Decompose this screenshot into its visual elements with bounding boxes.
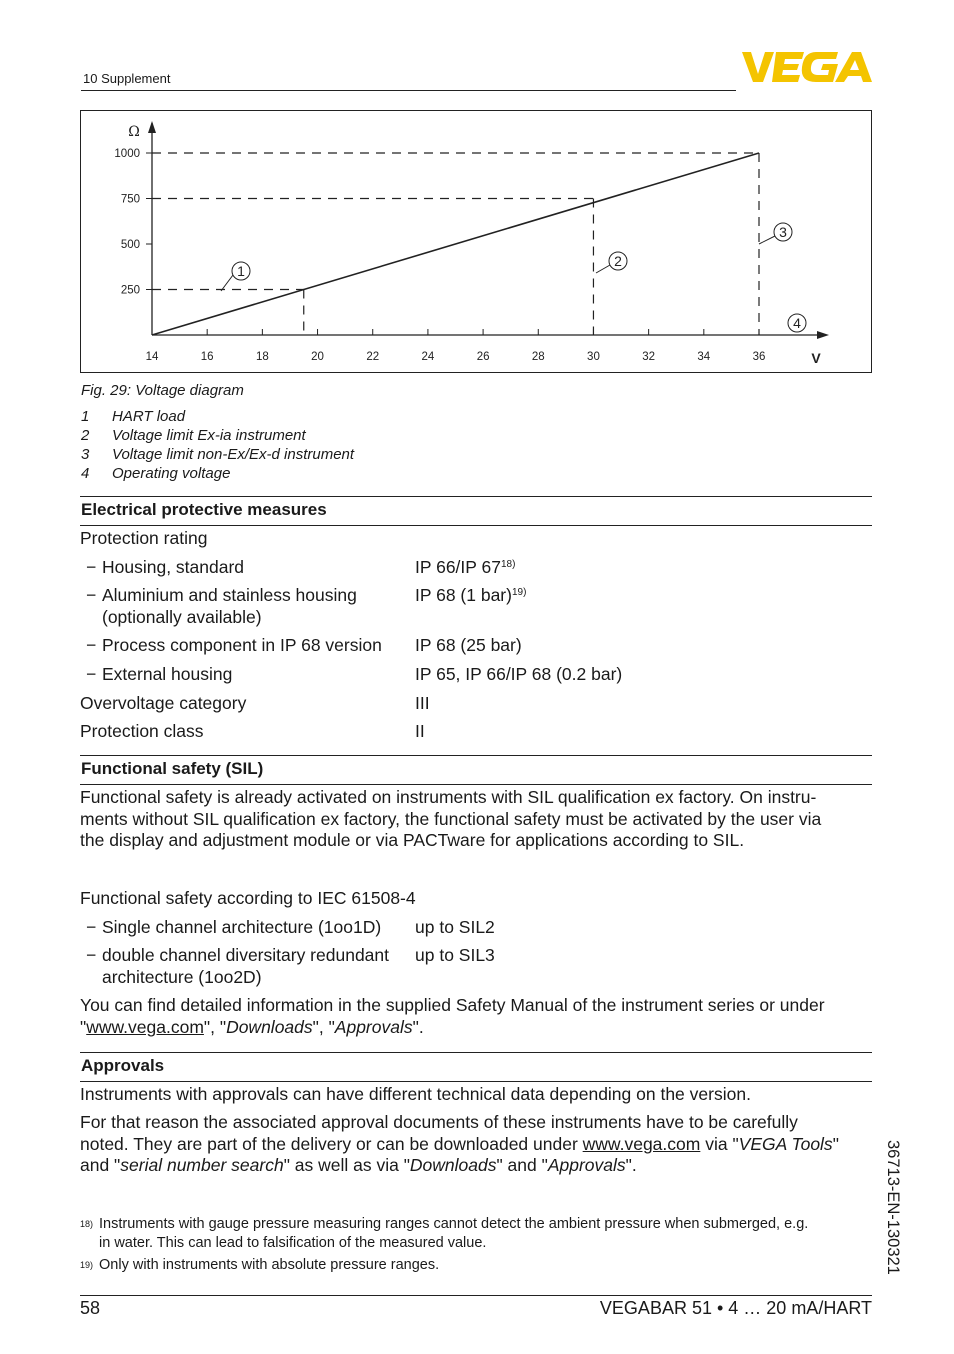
dash: − — [86, 945, 97, 965]
callout-number: 2 — [614, 253, 622, 269]
callout-leader — [221, 275, 233, 291]
figure-caption: Fig. 29: Voltage diagram — [81, 382, 244, 399]
product-name: VEGABAR 51 • 4 … 20 mA/HART — [599, 1298, 872, 1318]
dash: − — [86, 917, 97, 937]
x-tick-label: 32 — [642, 351, 656, 363]
y-tick-label: 1000 — [114, 148, 140, 160]
x-tick-label: 22 — [366, 351, 380, 363]
document-number: 36713-EN-130321 — [884, 1140, 902, 1275]
footnote: 19) Only with instruments with absolute pressure ranges. — [80, 1257, 440, 1273]
double-channel-value: up to SIL3 — [415, 945, 495, 965]
housing-standard-value: IP 66/IP 67$^{18)}$ — [415, 557, 516, 577]
x-tick-label: 14 — [145, 351, 159, 363]
y-axis-arrow — [148, 121, 156, 133]
single-channel-label: Single channel architecture (1oo1D) — [102, 917, 382, 937]
legend-item: 4 Operating voltage — [81, 465, 231, 482]
legend-item: 2 Voltage limit Ex-ia instrument — [81, 427, 306, 444]
callout-number: 3 — [779, 224, 787, 240]
double-channel-label: double channel diversitary redundant architecture (1oo2D) — [102, 945, 389, 987]
callout-leader — [759, 236, 775, 244]
load-line — [152, 153, 759, 335]
alu-housing-label: Aluminium and stainless housing (optionally available) — [102, 585, 357, 627]
process-component-value: IP 68 (25 bar) — [415, 635, 522, 655]
figure-legend — [81, 408, 354, 484]
protection-rating-label: Protection rating — [80, 528, 208, 548]
y-tick-label: 250 — [120, 284, 140, 297]
alu-housing-value: IP 68 (1 bar)$^{19)}$ — [415, 585, 527, 605]
vega-logo — [742, 50, 872, 84]
footer-divider — [80, 1295, 872, 1296]
x-tick-label: 28 — [531, 351, 545, 363]
x-tick-label: 24 — [421, 351, 435, 363]
approvals-paragraph-2: For that reason the associated approval documents of these instruments have to be carefully noted. They are part of the delivery or can be downloaded under www.vega.com via "VEGA Tools" and "serial number search" as well as via "Downloads" and "Approvals". — [80, 1112, 839, 1175]
y-tick-label: 500 — [120, 239, 140, 251]
x-tick-label: 20 — [311, 351, 324, 363]
approvals-heading: Approvals — [80, 1052, 872, 1082]
x-tick-label: 26 — [476, 351, 490, 363]
footnote: 18) Instruments with gauge pressure measuring ranges cannot detect the ambient pressure when submerged, e.g. in water. This can lead to falsification of the measured value. — [80, 1216, 809, 1251]
approvals-paragraph-1: Instruments with approvals can have different technical data depending on the version. — [80, 1084, 751, 1104]
header-divider — [81, 90, 736, 91]
dash: − — [86, 557, 97, 577]
x-tick-label: 18 — [255, 351, 269, 363]
process-component-label: Process component in IP 68 version — [102, 635, 382, 655]
callout-number: 4 — [793, 315, 801, 331]
housing-standard-label: Housing, standard — [102, 557, 245, 577]
x-tick-label: 34 — [697, 351, 711, 363]
x-tick-label: 16 — [200, 351, 214, 363]
dash: − — [86, 635, 97, 655]
sil-paragraph: Functional safety is already activated on instruments with SIL qualification ex factory. On instru- ments without SIL qualification ex factory, the functional safety must be activated by the user via the display and adjustment module or via PACTware for applications according to SIL. — [80, 787, 822, 850]
x-axis-arrow — [817, 331, 829, 339]
page-number: 58 — [80, 1298, 101, 1318]
overvoltage-label: Overvoltage category — [80, 693, 247, 713]
overvoltage-value: III — [415, 693, 430, 713]
x-tick-label: 36 — [752, 351, 766, 363]
y-tick-label: 750 — [120, 193, 140, 206]
external-housing-label: External housing — [102, 664, 233, 684]
x-axis-label: V — [811, 350, 821, 366]
vega-link[interactable]: www.vega.com — [582, 1133, 701, 1154]
legend-item: 1 HART load — [81, 408, 186, 425]
electrical-heading: Electrical protective measures — [80, 496, 872, 526]
single-channel-value: up to SIL2 — [415, 917, 495, 937]
external-housing-value: IP 65, IP 66/IP 68 (0.2 bar) — [415, 664, 623, 684]
section-title: 10 Supplement — [83, 71, 171, 86]
y-axis-label: Ω — [128, 124, 140, 140]
legend-item: 3 Voltage limit non-Ex/Ex-d instrument — [81, 446, 355, 463]
dash: − — [86, 585, 97, 605]
dash: − — [86, 664, 97, 684]
sil-info-paragraph: You can find detailed information in the supplied Safety Manual of the instrument series or under "www.vega.com", "Downloads", "Approvals". — [80, 995, 825, 1037]
sil-heading: Functional safety (SIL) — [80, 755, 872, 785]
callout-leader — [596, 265, 610, 273]
voltage-chart — [81, 111, 871, 372]
callout-number: 1 — [237, 263, 245, 279]
protection-class-label: Protection class — [80, 721, 204, 741]
vega-link[interactable]: www.vega.com — [86, 1016, 204, 1037]
voltage-diagram — [80, 110, 872, 373]
iec-label: Functional safety according to IEC 61508-4 — [80, 888, 416, 908]
protection-class-value: II — [415, 721, 425, 741]
x-tick-label: 30 — [587, 351, 600, 363]
